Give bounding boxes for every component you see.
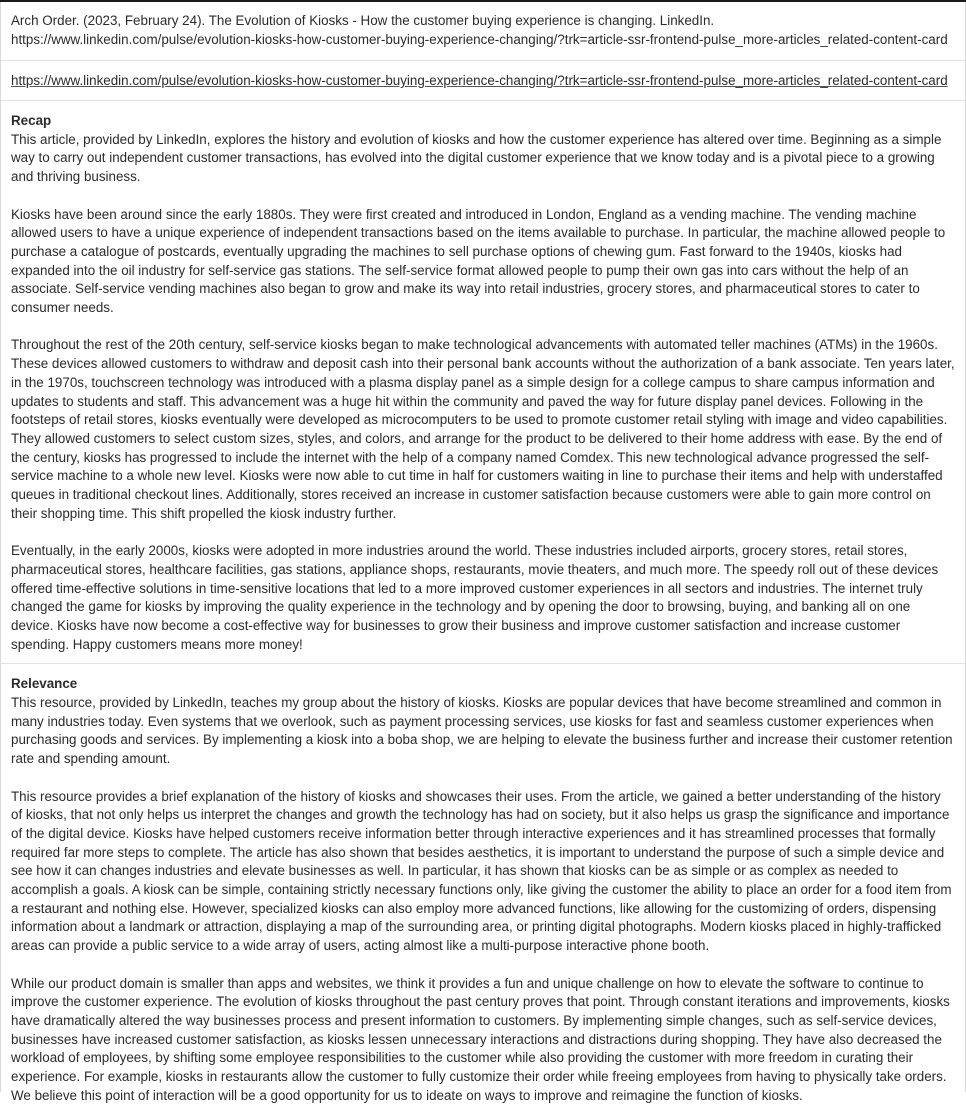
relevance-heading: Relevance — [11, 676, 78, 692]
recap-paragraph-3: Throughout the rest of the 20th century, self-service kiosks began to make technological advancements with automated teller machines (ATMs) in the 1960s. These devices allowed customers to withdraw and deposit cash into their personal bank accounts without the authorization of a bank associate. Ten years later, in the 1970s, touchscreen technology was introduced with a plasma display panel as a simple design for a college campus to share campus information and updates to students and staff. This advancement was a huge hit within the community and paved the way for future display panel devices. Following in the footsteps of retail stores, kiosks eventually were developed as microcomputers to be used to promote customer retail styling with image and video capabilities. They allowed customers to select custom sizes, styles, and colors, and arrange for the product to be delivered to their home address with ease. By the end of the century, kiosks has progressed to include the internet with the help of a company named Comdex. This new technological advance progressed the self-service machine to a whole new level. Kiosks were now able to cut time in half for customers waiting in line to purchase their items and help with understaffed queues in traditional checkout lines. Additionally, stores received an increase in customer satisfaction because customers were able to gain more control on their shopping time. This shift propelled the kiosk industry further. — [11, 337, 955, 521]
citation-cell — [1, 2, 965, 61]
link-cell — [1, 61, 965, 101]
recap-paragraph-1: This article, provided by LinkedIn, explores the history and evolution of kiosks and how the customer experience has altered over time. Beginning as a simple way to carry out independent customer transactions, has evolved into the digital customer experience that we know today and is a pivotal piece to a growing and thriving business. — [11, 131, 942, 185]
recap-paragraph-4: Eventually, in the early 2000s, kiosks were adopted in more industries around the world. These industries included airports, grocery stores, retail stores, pharmaceutical stores, healthcare facilities, gas stations, appliance shops, restaurants, movie theaters, and much more. The speedy roll out of these devices offered time-effective solutions in time-sensitive locations that led to a more improved customer experiences in all sectors and industries. The internet truly changed the game for kiosks by improving the quality experience in the technology and by opening the door to browsing, buying, and banking all on one device. Kiosks have now become a cost-effective way for businesses to grow their business and improve customer satisfaction and increase customer spending. Happy customers means more money! — [11, 543, 939, 652]
source-link[interactable]: https://www.linkedin.com/pulse/evolution-kiosks-how-customer-buying-experience-changing/?trk=article-ssr-frontend-pulse_more-articles_related-content-card — [11, 73, 948, 88]
document-table — [0, 2, 966, 1103]
recap-paragraph-2: Kiosks have been around since the early 1880s. They were first created and introduced in London, England as a vending machine. The vending machine allowed users to have a unique experience of independent transactions based on the items available to purchase. In particular, the machine allowed people to purchase a catalogue of postcards, eventually upgrading the machines to sell purchase options of chewing gum. Fast forward to the 1940s, kiosks had expanded into the oil industry for self-service gas stations. The self-service format allowed people to pump their own gas into cars without the help of an associate. Self-service vending machines also began to grow and make its way into retail industries, grocery stores, and pharmaceutical stores to cater to consumer needs. — [11, 206, 946, 316]
recap-section — [1, 101, 965, 664]
relevance-paragraph-1: This resource, provided by LinkedIn, teaches my group about the history of kiosks. Kiosks are popular devices that have become streamlined and common in many industries today. Even systems that we overlook, such as payment processing services, use kiosks for fast and seamless customer experiences when purchasing goods and services. By implementing a kiosk into a boba shop, we are helping to elevate the business further and increase their customer retention rate and spending amount. — [11, 695, 953, 767]
citation-text: Arch Order. (2023, February 24). The Evolution of Kiosks - How the customer buying experience is changing. LinkedIn. https://www.linkedin.com/pulse/evolution-kiosks-how-customer-buying-experience-changing/?trk=article-ssr-frontend-pulse_more-articles_related-content-card — [11, 13, 948, 47]
relevance-paragraph-2: This resource provides a brief explanation of the history of kiosks and showcases their uses. From the article, we gained a better understanding of the history of kiosks, that not only helps us interpret the changes and growth the technology has had on society, but it also helps us grasp the significance and importance of the digital device. Kiosks have helped customers receive information better through interactive experiences and it has streamlined processes that formally required far more steps to complete. The article has also shown that besides aesthetics, it is important to understand the purpose of such a simple device and see how it can changes industries and elevate businesses as well. In particular, it has shown that kiosks can be as simple or as complex as needed to accomplish a goals. A kiosk can be simple, containing strictly necessary functions only, like giving the customer the ability to place an order for a food item from a restaurant and nothing else. However, specialized kiosks can also employ more advanced functions, like allowing for the customizing of orders, dispensing information about a landmark or attraction, displaying a map of the surrounding area, or printing digital photographs. Modern kiosks placed in highly-trafficked areas can provide a public service to a wide array of users, acting almost like a multi-purpose interactive phone booth. — [11, 788, 952, 954]
recap-heading: Recap — [11, 113, 52, 128]
relevance-section — [1, 664, 965, 1114]
relevance-paragraph-3: While our product domain is smaller than apps and websites, we think it provides a fun and unique challenge on how to elevate the software to continue to improve the customer experience. The evolution of kiosks throughout the past century proves that point. Through constant iterations and improvements, kiosks have dramatically altered the way businesses process and present information to customers. By implementing simple changes, such as self-service devices, businesses have increased customer satisfaction, as kiosks lessen unnecessary interactions and distractions during shopping. They have also decreased the workload of employees, by shifting some employee responsibilities to the customer while also providing the customer with more freedom in curating their experience. For example, kiosks in restaurants allow the customer to fully customize their order while freeing employees from having to physically take orders. We believe this point of interaction will be a good opportunity for us to ideate on ways to improve and reimagine the function of kiosks. — [11, 975, 950, 1103]
